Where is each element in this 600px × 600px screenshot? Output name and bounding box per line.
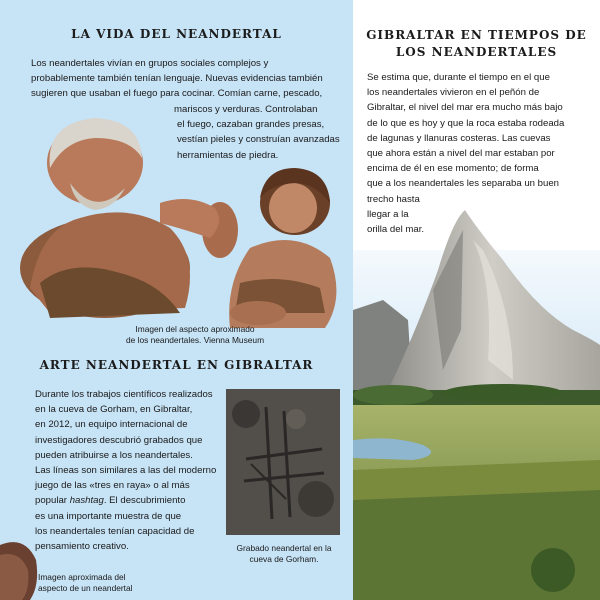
arte-line: en la cueva de Gorham, en Gibraltar, (35, 404, 193, 416)
bottom-caption (38, 572, 158, 593)
vida-text-top (31, 56, 351, 102)
gibraltar-line: los neandertales vivieron en el peñón de (367, 87, 540, 99)
engraving-caption (224, 543, 344, 564)
gibraltar-rock-photo (353, 200, 600, 600)
gibraltar-line: Gibraltar, el nivel del mar era mucho más bajo (367, 102, 563, 114)
vida-line: probablemente también tenían lenguaje. Nuevas evidencias también (31, 73, 323, 85)
heading-line: GIBRALTAR EN TIEMPOS DE (366, 28, 587, 42)
arte-line: en 2012, un equipo internacional de (35, 419, 188, 431)
gibraltar-line: trecho hasta (367, 193, 420, 205)
arte-text (35, 387, 230, 554)
arte-line: Las líneas son similares a las del moderno (35, 465, 217, 477)
arte-line: pueden atribuirse a los neandertales. (35, 449, 193, 461)
caption-line: aspecto de un neandertal (38, 582, 133, 593)
gibraltar-text (367, 70, 599, 237)
gibraltar-line: llegar a la (367, 208, 409, 220)
vida-heading: LA VIDA DEL NEANDERTAL (71, 27, 282, 41)
gibraltar-line: que a los neandertales les separaba un buen (367, 178, 560, 190)
caption-line: Imagen del aspecto aproximado (135, 324, 255, 334)
right-panel (353, 0, 600, 600)
vida-line: el fuego, cazaban grandes presas, (177, 119, 325, 131)
vida-line: vestían pieles y construían avanzadas (177, 134, 340, 146)
arte-heading: ARTE NEANDERTAL EN GIBRALTAR (39, 358, 314, 372)
neanderthals-photo (10, 108, 350, 330)
vida-line: sugieren que usaban el fuego para cocinar. Comían carne, pescado, (31, 88, 323, 100)
gibraltar-line: encima de él en ese momento; de forma (367, 163, 539, 175)
caption-line: cueva de Gorham. (249, 553, 319, 564)
engraving-photo (226, 389, 340, 535)
gibraltar-line: orilla del mar. (367, 224, 425, 236)
arte-line (35, 493, 230, 508)
vida-line: herramientas de piedra. (177, 149, 279, 161)
gibraltar-line: que ahora están a nivel del mar estaban por (367, 148, 555, 160)
vida-caption (100, 324, 290, 345)
hashtag-word: hashtag (69, 495, 104, 507)
caption-line: de los neandertales. Vienna Museum (125, 334, 265, 345)
arte-line: pensamiento creativo. (35, 541, 129, 553)
caption-line: Imagen aproximada del (38, 572, 126, 582)
arte-line: juego de las «tres en raya» o al más (35, 480, 190, 492)
gibraltar-line: de lagunas y llanuras costeras. Las cuevas (367, 132, 551, 144)
caption-line: Grabado neandertal en la (236, 543, 332, 553)
arte-line: es una importante muestra de que (35, 510, 182, 522)
arte-line: investigadores descubrió grabados que (35, 434, 203, 446)
vida-line: Los neandertales vivían en grupos sociales complejos y (31, 58, 269, 69)
gibraltar-line: Se estima que, durante el tiempo en el que (367, 72, 550, 83)
arte-word: popular (35, 495, 68, 507)
arte-word: . El descubrimiento (103, 495, 186, 507)
arte-line: Durante los trabajos científicos realizados (35, 389, 213, 400)
arte-line: los neandertales tenían capacidad de (35, 525, 195, 537)
heading-line: LOS NEANDERTALES (395, 45, 558, 59)
vida-line: mariscos y verduras. Controlaban (174, 104, 318, 115)
gibraltar-line: de lo que es hoy y que la roca estaba rodeada (367, 117, 565, 129)
gibraltar-heading (353, 27, 600, 61)
neanderthal-head-photo (0, 535, 40, 600)
